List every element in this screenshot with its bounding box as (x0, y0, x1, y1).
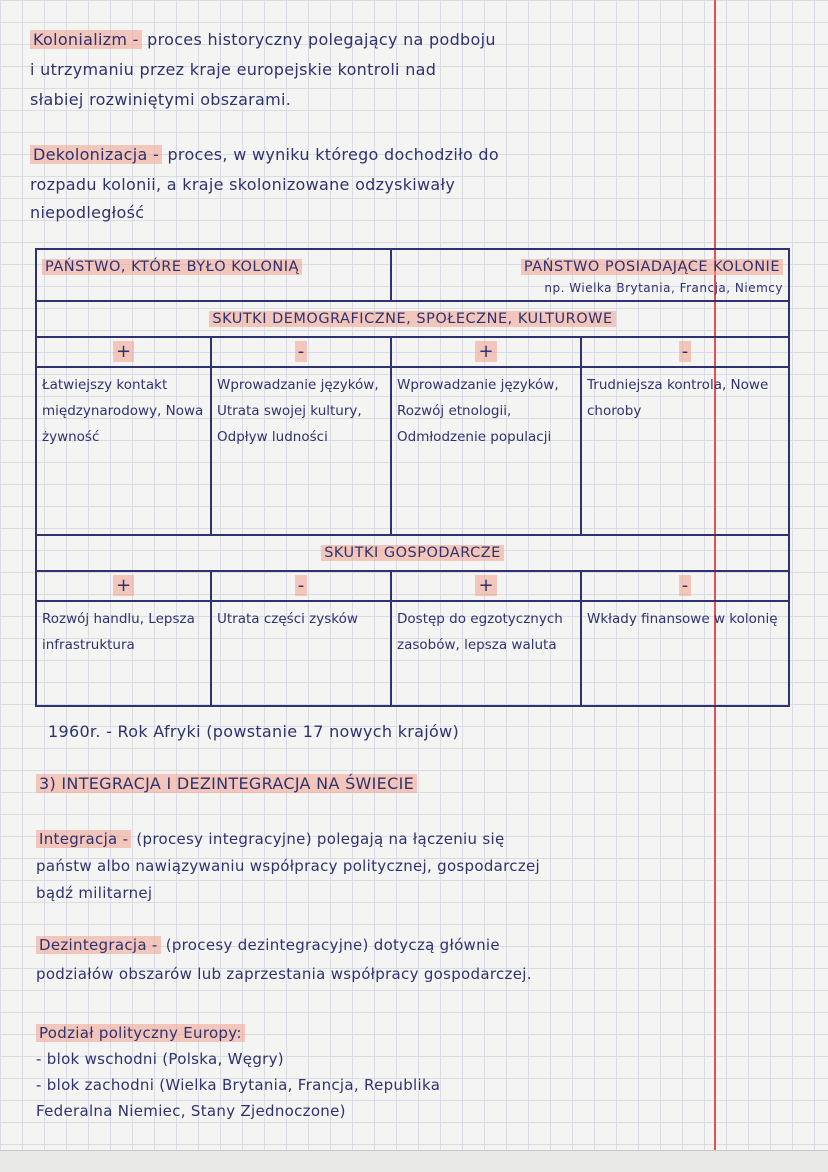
kolonializm-line-1 (30, 30, 496, 49)
list-item: Federalna Niemiec, Stany Zjednoczone) (36, 1102, 346, 1120)
sign-minus (581, 571, 789, 601)
list-item: - blok zachodni (Wielka Brytania, Francja, Republika (36, 1076, 441, 1094)
page-edge (0, 1150, 828, 1172)
list-item: - blok wschodni (Polska, Węgry) (36, 1050, 284, 1068)
section-demographic-title (36, 301, 789, 337)
sign-plus (391, 337, 581, 367)
sign-plus (391, 571, 581, 601)
header-colonial-power (391, 249, 789, 301)
sign: + (113, 575, 134, 596)
table-cell: Wkłady finansowe w kolonię (581, 601, 789, 706)
sign-minus (211, 337, 391, 367)
table-cell: Wprowadzanie języków, Rozwój etnologii, Odmłodzenie populacji (391, 367, 581, 535)
text: (procesy integracyjne) polegają na łączeniu się (136, 830, 505, 848)
year-note: 1960r. - Rok Afryki (powstanie 17 nowych krajów) (48, 722, 460, 741)
header-right-text: PAŃSTWO POSIADAJĄCE KOLONIE (521, 259, 783, 275)
sign: + (475, 341, 496, 362)
table-cell: Rozwój handlu, Lepsza infrastruktura (36, 601, 211, 706)
dekolonizacja-line-3: niepodległość (30, 203, 145, 222)
term-kolonializm: Kolonializm - (30, 30, 142, 49)
integracja-line-1 (36, 830, 505, 848)
kolonializm-line-2: i utrzymaniu przez kraje europejskie kontroli nad (30, 60, 437, 79)
section-economic-title (36, 535, 789, 571)
integracja-line-2: państw albo nawiązywaniu współpracy politycznej, gospodarczej (36, 857, 541, 875)
sign: - (295, 341, 308, 362)
podzial-title-text: Podział polityczny Europy: (36, 1024, 245, 1042)
term-integracja: Integracja - (36, 830, 131, 848)
table-cell: Utrata części zysków (211, 601, 391, 706)
colonialism-effects-table (35, 248, 790, 707)
text: (procesy dezintegracyjne) dotyczą głównie (165, 936, 500, 954)
section-title-text: SKUTKI DEMOGRAFICZNE, SPOŁECZNE, KULTUROWE (209, 311, 615, 327)
header-right-examples: np. Wielka Brytania, Francja, Niemcy (544, 281, 783, 295)
kolonializm-line-3: słabiej rozwiniętymi obszarami. (30, 90, 292, 109)
podzial-title (36, 1024, 245, 1042)
sign: - (295, 575, 308, 596)
sign: + (475, 575, 496, 596)
table-cell: Wprowadzanie języków, Utrata swojej kultury, Odpływ ludności (211, 367, 391, 535)
sign-plus (36, 571, 211, 601)
sign-minus (581, 337, 789, 367)
text: proces, w wyniku którego dochodziło do (167, 145, 499, 164)
header-left-text: PAŃSTWO, KTÓRE BYŁO KOLONIĄ (42, 259, 302, 275)
text: proces historyczny polegający na podboju (147, 30, 496, 49)
dezintegracja-line-2: podziałów obszarów lub zaprzestania współpracy gospodarczej. (36, 965, 532, 983)
term-dekolonizacja: Dekolonizacja - (30, 145, 162, 164)
sign: + (113, 341, 134, 362)
sign: - (679, 341, 692, 362)
sign: - (679, 575, 692, 596)
dezintegracja-line-1 (36, 936, 500, 954)
section-heading-text: 3) INTEGRACJA I DEZINTEGRACJA NA ŚWIECIE (36, 774, 417, 793)
table-cell: Łatwiejszy kontakt międzynarodowy, Nowa żywność (36, 367, 211, 535)
section-heading (36, 774, 417, 793)
table-cell: Trudniejsza kontrola, Nowe choroby (581, 367, 789, 535)
sign-minus (211, 571, 391, 601)
dekolonizacja-line-2: rozpadu kolonii, a kraje skolonizowane odzyskiwały (30, 175, 456, 194)
integracja-line-3: bądź militarnej (36, 884, 153, 902)
section-title-text: SKUTKI GOSPODARCZE (321, 545, 504, 561)
dekolonizacja-line-1 (30, 145, 499, 164)
header-colonized-state (36, 249, 391, 301)
sign-plus (36, 337, 211, 367)
table-cell: Dostęp do egzotycznych zasobów, lepsza waluta (391, 601, 581, 706)
term-dezintegracja: Dezintegracja - (36, 936, 161, 954)
